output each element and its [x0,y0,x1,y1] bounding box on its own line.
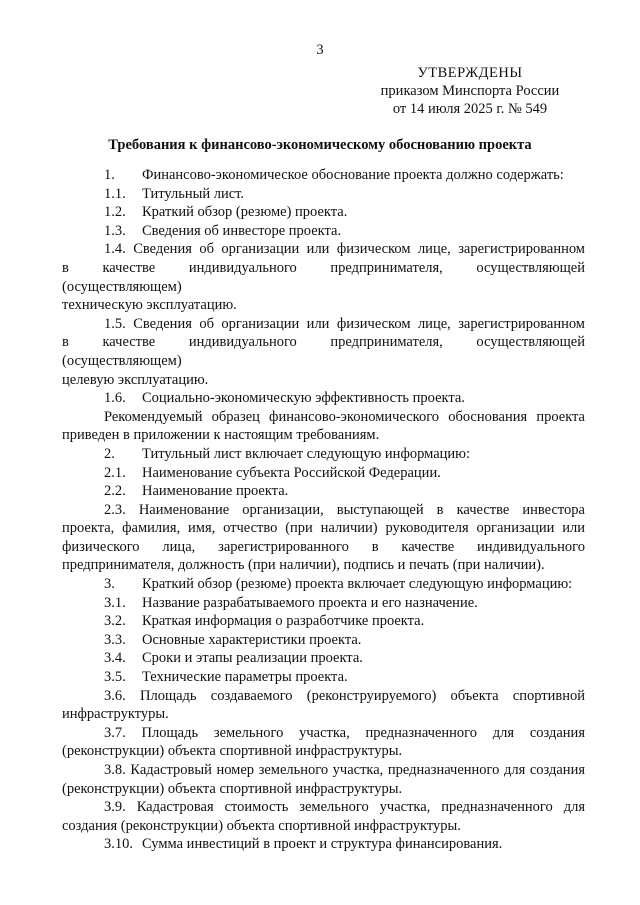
item-text: Краткая информация о разработчике проекта. [142,613,425,630]
item-number: 3.10. [104,836,133,853]
item-text: Социально-экономическую эффективность проекта. [142,390,465,407]
item-number: 2. [104,445,115,462]
paragraph-2-3-line: предпринимателя, должность (при наличии), подпись и печать (при наличии). [62,557,545,574]
item-text: Титульный лист включает следующую информацию: [142,445,471,462]
list-item [62,166,585,185]
item-text: Сведения об инвесторе проекта. [142,222,342,239]
paragraph-2-3-line: 2.3. Наименование организации, выступающей в качестве инвестора [104,501,585,518]
paragraph-3-9-line: создания (реконструкции) объекта спортивной инфраструктуры. [62,817,461,834]
list-item [62,445,585,464]
item-text: Сроки и этапы реализации проекта. [142,650,363,667]
document-body [62,166,585,854]
item-number: 3.3. [104,631,126,648]
item-text: Краткий обзор (резюме) проекта. [142,204,348,221]
item-number: 3.1. [104,594,126,611]
item-number: 3.4. [104,650,126,667]
item-number: 1.2. [104,204,126,221]
item-number: 3.5. [104,669,126,686]
paragraph-2-3-line: проекта, фамилия, имя, отчество (при наличии) руководителя организации или [62,520,585,537]
recommend-line: Рекомендуемый образец финансово-экономического обоснования проекта [104,408,585,425]
paragraph-2-3-line: физического лица, зарегистрированного в качестве индивидуального [62,538,585,555]
item-number: 1. [104,167,115,183]
paragraph-3-6-line: 3.6. Площадь создаваемого (реконструируемого) объекта спортивной [104,687,585,704]
item-number: 1.3. [104,222,126,239]
recommend-line: приведен в приложении к настоящим требованиям. [62,427,380,444]
approval-caption: УТВЕРЖДЕНЫ [417,65,523,81]
list-item [62,185,585,204]
approval-line-2: от 14 июля 2025 г. № 549 [392,101,548,117]
document-title: Требования к финансово-экономическому обоснованию проекта [108,137,532,153]
list-item [62,222,585,241]
paragraph-1-5-line: в качестве индивидуального предпринимателя, осуществляющей (осуществляющем) [62,334,585,369]
item-number: 1.1. [104,185,126,202]
paragraph-1-4-line: в качестве индивидуального предпринимателя, осуществляющей (осуществляющем) [62,259,585,295]
paragraph-3-7-line: 3.7. Площадь земельного участка, предназначенного для создания [104,724,585,741]
list-item [62,668,585,687]
item-number: 3.2. [104,613,126,630]
paragraph-3-8-line: (реконструкции) объекта спортивной инфраструктуры. [62,780,403,797]
list-item [62,482,585,501]
item-text: Наименование субъекта Российской Федерации. [142,464,441,481]
paragraph-3-7-line: (реконструкции) объекта спортивной инфраструктуры. [62,743,403,760]
item-number: 2.1. [104,464,126,481]
list-item [62,594,585,613]
page-number: 3 [316,42,324,58]
item-number: 3. [104,576,115,593]
item-text: Финансово-экономическое обоснование проекта должно содержать: [142,167,564,183]
list-item [62,389,585,408]
paragraph-3-8-line: 3.8. Кадастровый номер земельного участка, предназначенного для создания [104,762,585,778]
item-text: Название разрабатываемого проекта и его назначение. [142,594,478,611]
item-text: Сумма инвестиций в проект и структура финансирования. [142,836,503,853]
paragraph-3-6-line: инфраструктуры. [62,706,169,723]
list-item [62,575,585,594]
item-text: Краткий обзор (резюме) проекта включает следующую информацию: [142,576,573,593]
paragraph-1-4-line: техническую эксплуатацию. [62,297,237,314]
item-number: 2.2. [104,483,126,500]
list-item [62,464,585,483]
item-text: Наименование проекта. [142,483,289,500]
paragraph-1-4-line: 1.4. Сведения об организации или физическом лице, зарегистрированном [104,241,585,258]
list-item [62,612,585,631]
item-text: Основные характеристики проекта. [142,631,362,648]
item-text: Технические параметры проекта. [142,669,348,686]
list-item [62,835,585,854]
list-item [62,631,585,650]
item-number: 1.6. [104,390,126,407]
approval-block [360,64,580,118]
paragraph-1-5-line: целевую эксплуатацию. [62,371,209,388]
approval-line-1: приказом Минспорта России [380,83,560,99]
paragraph-3-9-line: 3.9. Кадастровая стоимость земельного участка, предназначенного для [104,799,585,816]
list-item [62,649,585,668]
list-item [62,203,585,222]
item-text: Титульный лист. [142,185,245,202]
paragraph-1-5-line: 1.5. Сведения об организации или физическом лице, зарегистрированном [104,315,585,332]
